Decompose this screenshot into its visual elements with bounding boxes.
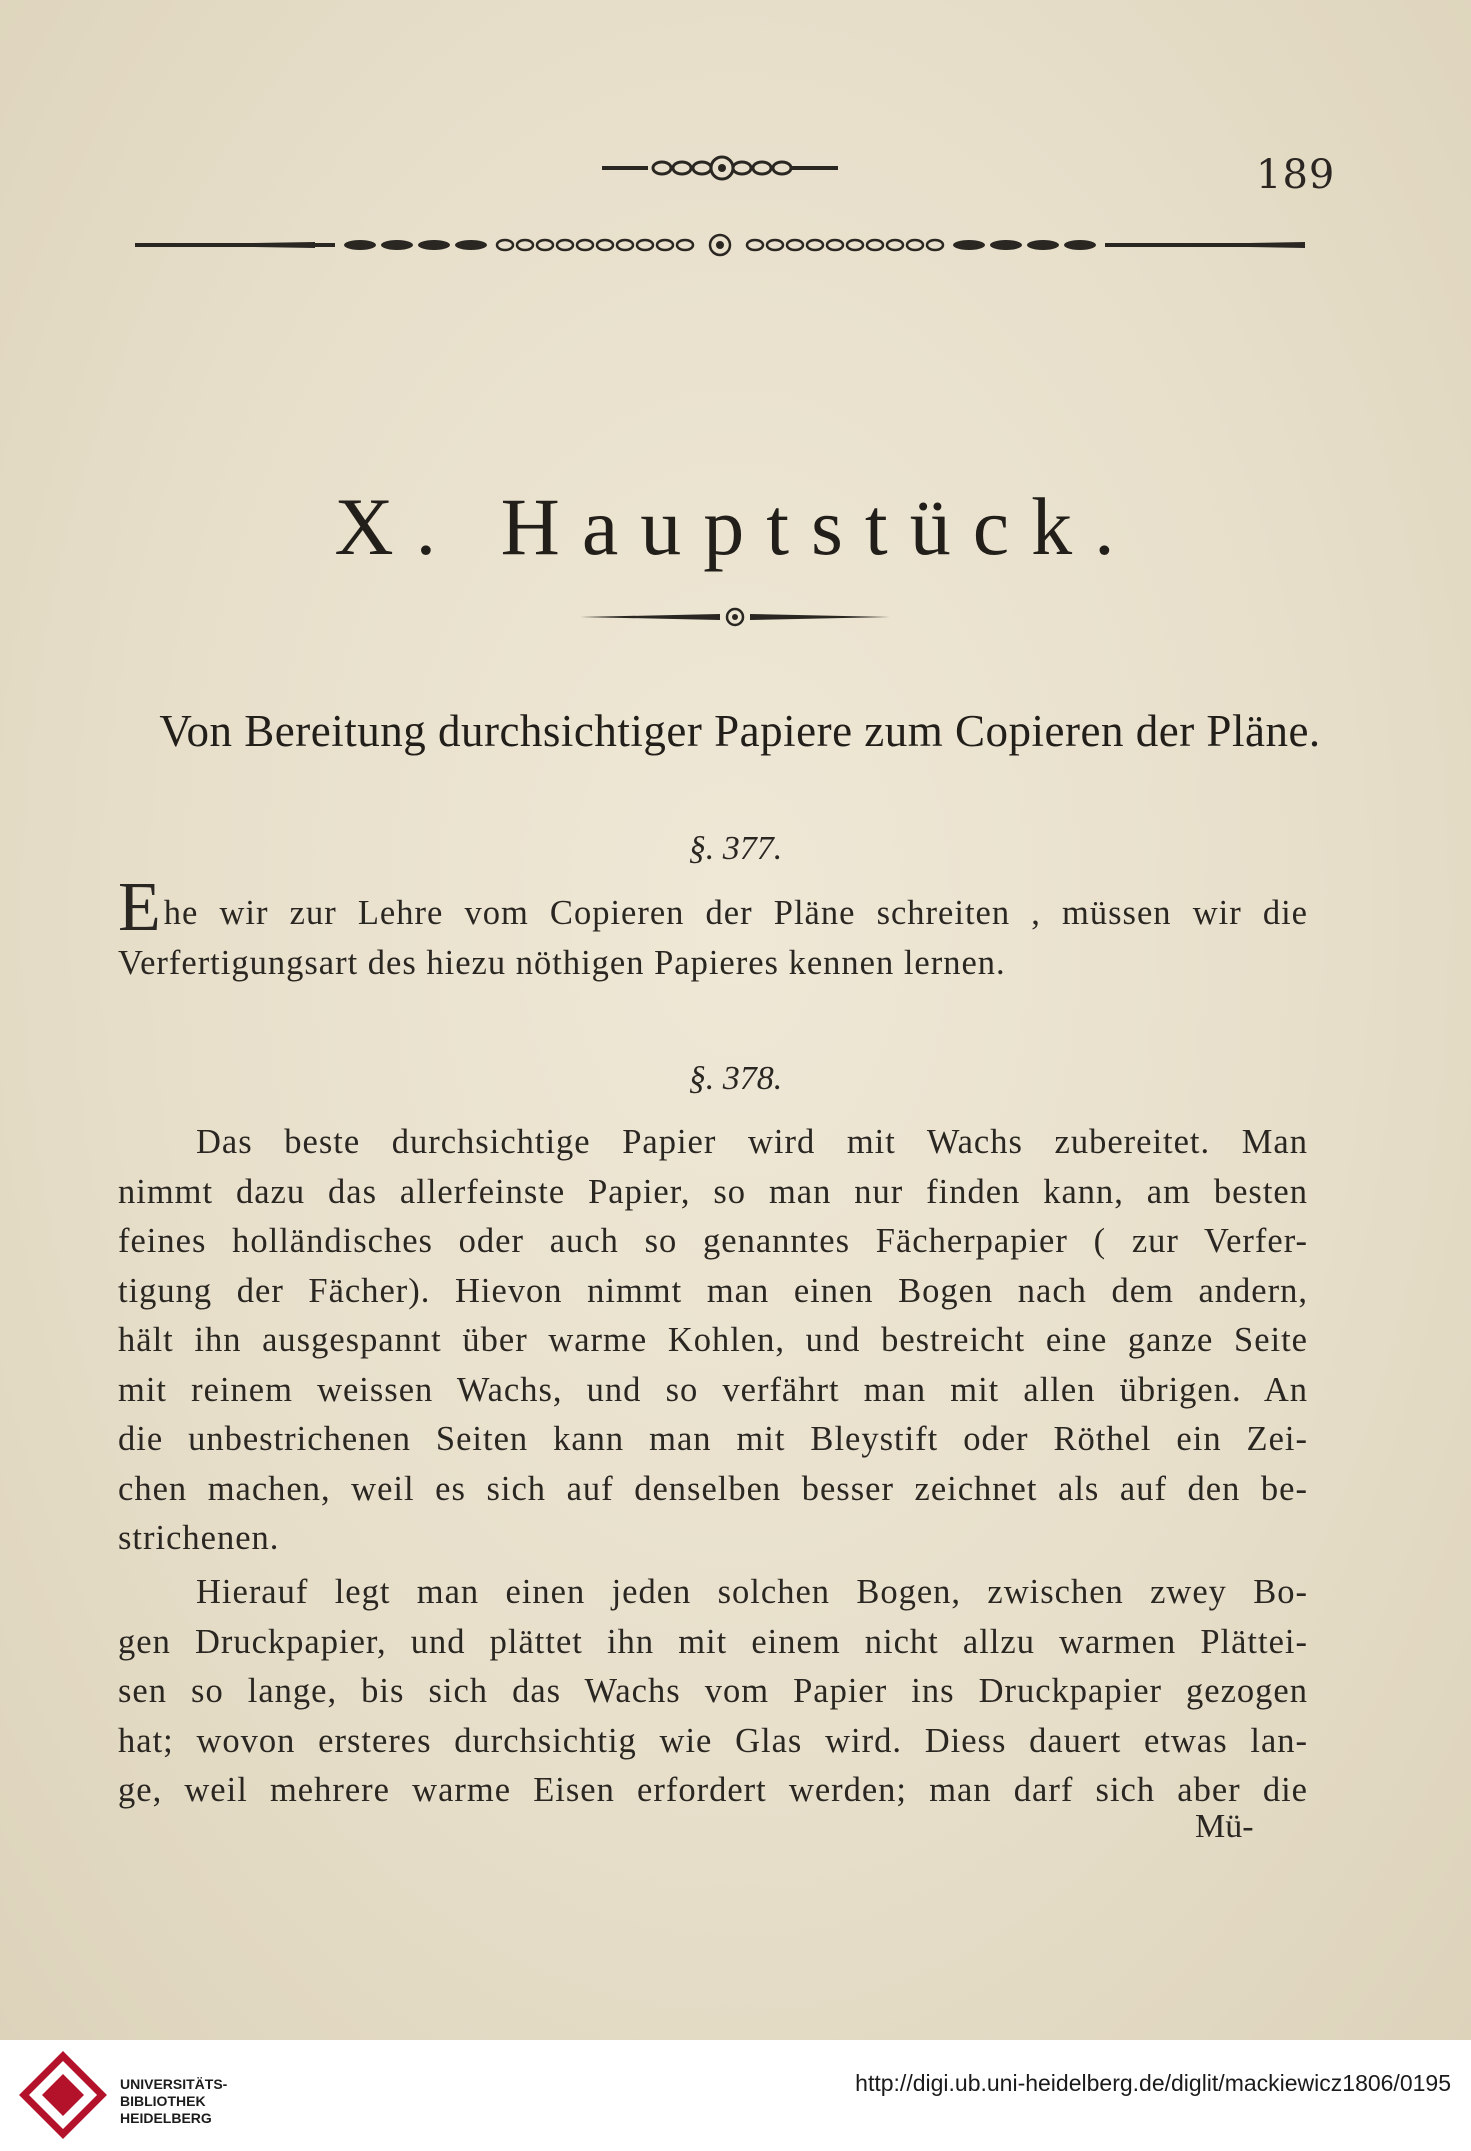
library-name-line: HEIDELBERG [120,2110,212,2126]
paragraph-378a [118,1118,1308,1564]
text-line: sen so lange, bis sich das Wachs vom Papier ins Druckpapier gezogen [118,1672,1308,1710]
library-name-line: UNIVERSITÄTS- [120,2076,228,2092]
text-line: die unbestrichenen Seiten kann man mit Bleystift oder Röthel ein Zei- [118,1420,1308,1458]
text-line: gen Druckpapier, und plättet ihn mit einem nicht allzu warmen Plättei- [118,1622,1308,1661]
top-ornament [600,150,840,186]
text-line: Hierauf legt man einen jeden solchen Bogen, zwischen zwey Bo- [196,1573,1308,1611]
text-line: ge, weil mehrere warme Eisen erfordert werden; man darf sich aber die [118,1771,1308,1809]
text-line: mit reinem weissen Wachs, und so verfährt man mit allen übrigen. An [118,1370,1308,1409]
chapter-title: X. Hauptstück. [334,481,1137,572]
drop-cap: E [118,869,162,946]
chapter-subtitle: Von Bereitung durchsichtiger Papiere zum Copieren der Pläne. [159,706,1321,756]
library-name [120,2076,227,2127]
permalink-url[interactable]: http://digi.ub.uni-heidelberg.de/diglit/mackiewicz1806/0195 [855,2070,1451,2096]
paragraph-377 [118,869,1308,988]
page-number: 189 [1256,152,1336,198]
text-line: hält ihn ausgespannt über warme Kohlen, und bestreicht eine ganze Seite [118,1321,1308,1359]
text-line: hat; wovon ersteres durchsichtig wie Glas wird. Diess dauert etwas lan- [118,1721,1308,1760]
section-378-heading: §. 378. [688,1060,783,1097]
section-377-heading: §. 377. [688,830,783,867]
paragraph-378b [118,1568,1308,1816]
text-line: tigung der Fächer). Hievon nimmt man einen Bogen nach dem andern, [118,1271,1308,1310]
text-line: Verfertigungsart des hiezu nöthigen Papieres kennen lernen. [118,943,1006,982]
decorative-rule [135,232,1305,258]
text-line: feines holländisches oder auch so genanntes Fächerpapier ( zur Verfer- [118,1222,1308,1260]
text-line: nimmt dazu das allerfeinste Papier, so man nur finden kann, am besten [118,1172,1308,1211]
text-line: he wir zur Lehre vom Copieren der Pläne schreiten , müssen wir die [163,894,1308,932]
library-name-line: BIBLIOTHEK [120,2093,206,2109]
title-divider [580,606,890,628]
text-line: Das beste durchsichtige Papier wird mit Wachs zubereitet. Man [196,1123,1308,1161]
catchword: Mü- [1195,1808,1254,1845]
text-line: strichenen. [118,1519,280,1557]
text-line: chen machen, weil es sich auf denselben besser zeichnet als auf den be- [118,1469,1308,1508]
library-logo-icon [18,2050,108,2140]
